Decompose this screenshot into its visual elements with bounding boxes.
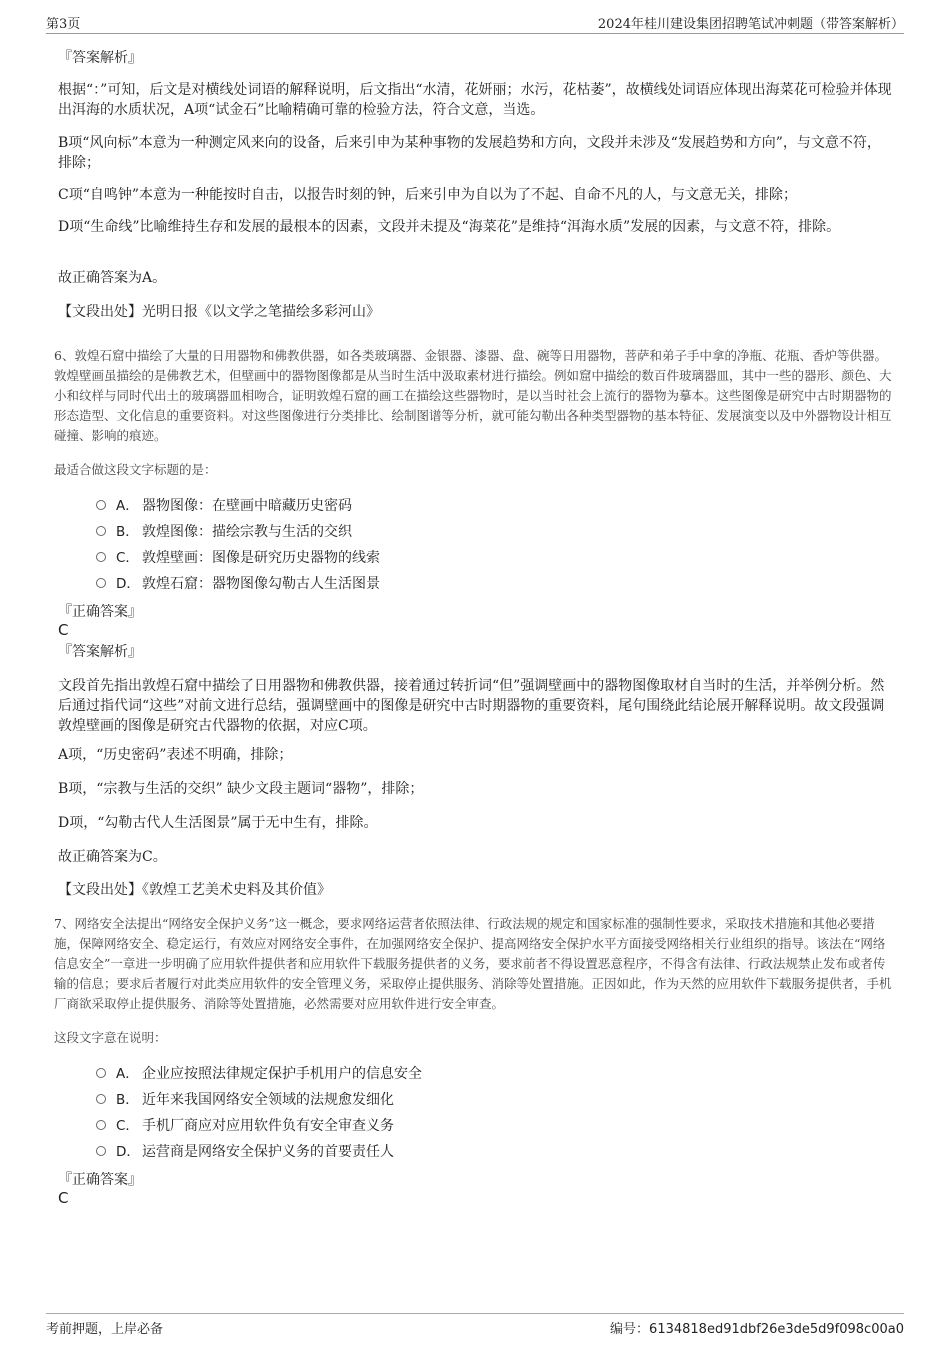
option-letter: A． [116,1066,139,1082]
q7-option-a[interactable] [96,1064,422,1084]
q6-option-d[interactable] [96,574,380,594]
radio-button[interactable] [96,1146,106,1156]
option-letter: B． [116,1092,139,1108]
footer-slogan: 考前押题，上岸必备 [46,1322,164,1337]
option-text: 企业应按照法律规定保护手机用户的信息安全 [142,1066,422,1082]
option-text: 器物图像：在壁画中暗藏历史密码 [142,498,352,514]
radio-button[interactable] [96,552,106,562]
q7-answer-label: 『正确答案』 [58,1172,142,1188]
q7-option-b[interactable] [96,1090,394,1110]
radio-button[interactable] [96,578,106,588]
q6-option-c[interactable] [96,548,380,568]
q7-option-d[interactable] [96,1142,394,1162]
radio-button[interactable] [96,500,106,510]
document-code-value: 6134818ed91dbf26e3de5d9f098c00a0 [649,1322,904,1337]
option-letter: C． [116,1118,139,1134]
document-title: 2024年桂川建设集团招聘笔试冲刺题（带答案解析） [597,17,904,32]
option-text: 敦煌图像：描绘宗教与生活的交织 [142,524,352,540]
option-letter: C． [116,550,139,566]
option-text: 敦煌壁画：图像是研究历史器物的线索 [142,550,380,566]
page-number: 第3页 [46,17,81,32]
q5-analysis-label: 『答案解析』 [58,50,142,66]
option-letter: D． [116,576,140,592]
q6-answer: C [58,621,69,639]
q6-analysis-label: 『答案解析』 [58,644,142,660]
q6-analysis-para: D项，“勾勒古代人生活图景”属于无中生有，排除。 [58,815,378,831]
q6-analysis-para: 文段首先指出敦煌石窟中描绘了日用器物和佛教供器，接着通过转折词“但”强调壁画中的器物图像取材自当时的生活，并举例分析。然后通过指代词“这些”对前文进行总结，强调壁画中的图像是研究中古时期器物的重要资料，尾句围绕此结论展开解释说明。故文段强调敦煌壁画的图像是研究古代器物的依据，对应C项。 [58,678,885,734]
q6-analysis-para: A项，“历史密码”表述不明确，排除； [58,747,293,763]
q5-analysis-para: C项“自鸣钟”本意为一种能按时自击，以报告时刻的钟，后来引申为自以为了不起、自命不凡的人，与文意无关，排除； [58,187,798,203]
q5-analysis-para: B项“风向标”本意为一种测定风来向的设备，后来引申为某种事物的发展趋势和方向，文段并未涉及“发展趋势和方向”，与文意不符，排除； [58,135,881,171]
page-header [46,13,904,34]
q7-question: 这段文字意在说明： [54,1030,167,1045]
option-text: 运营商是网络安全保护义务的首要责任人 [142,1144,394,1160]
option-letter: B． [116,524,139,540]
q5-source: 【文段出处】光明日报《以文学之笔描绘多彩河山》 [58,304,380,320]
q6-source: 【文段出处】《敦煌工艺美术史料及其价值》 [58,882,331,898]
radio-button[interactable] [96,526,106,536]
radio-button[interactable] [96,1120,106,1130]
radio-button[interactable] [96,1094,106,1104]
page-footer [46,1313,904,1337]
document-code [610,1318,904,1337]
q6-stem: 6、敦煌石窟中描绘了大量的日用器物和佛教供器，如各类玻璃器、金银器、漆器、盘、碗等日用器物，菩萨和弟子手中拿的净瓶、花瓶、香炉等供器。敦煌壁画虽描绘的是佛教艺术，但壁画中的器物图像都是从当时生活中汲取素材进行描绘。例如窟中描绘的数百件玻璃器皿，其中一些的器形、颜色、大小和纹样与同时代出土的玻璃器皿相吻合，证明敦煌石窟的画工在描绘这些器物时，是以当时社会上流行的器物为摹本。这些图像是研究中古时期器物的形态造型、文化信息的重要资料。对这些图像进行分类排比、绘制图谱等分析，就可能勾勒出各种类型器物的基本特征、发展演变以及中外器物设计相互碰撞、影响的痕迹。 [54,348,892,443]
q7-answer: C [58,1189,69,1207]
q6-analysis-para: B项，“宗教与生活的交织” 缺少文段主题词“器物”，排除； [58,781,424,797]
option-letter: D． [116,1144,140,1160]
q6-option-b[interactable] [96,522,352,542]
radio-button[interactable] [96,1068,106,1078]
q7-stem: 7、网络安全法提出“网络安全保护义务”这一概念，要求网络运营者依照法律、行政法规的规定和国家标准的强制性要求，采取技术措施和其他必要措施，保障网络安全、稳定运行，有效应对网络安全事件，在加强网络安全保护、提高网络安全保护水平方面接受网络相关行业组织的指导。该法在“网络信息安全”一章进一步明确了应用软件提供者和应用软件下载服务提供者的义务，要求前者不得设置恶意程序，不得含有法律、行政法规禁止发布或者传输的信息；要求后者履行对此类应用软件的安全管理义务，采取停止提供服务、消除等处置措施。正因如此，作为天然的应用软件下载服务提供者，手机厂商欲采取停止提供服务、消除等处置措施，必然需要对应用软件进行安全审查。 [54,916,892,1011]
q5-analysis-para: D项“生命线”比喻维持生存和发展的最根本的因素，文段并未提及“海菜花”是维持“洱海水质”发展的因素，与文意不符，排除。 [58,219,841,235]
document-code-label: 编号： [610,1322,650,1337]
option-letter: A． [116,498,139,514]
q5-conclusion: 故正确答案为A。 [58,270,167,286]
q5-analysis-para: 根据“：”可知，后文是对横线处词语的解释说明，后文指出“水清，花妍丽；水污，花枯萎”，故横线处词语应体现出海菜花可检验并体现出洱海的水质状况，A项“试金石”比喻精确可靠的检验方法，符合文意，当选。 [58,82,892,118]
q6-conclusion: 故正确答案为C。 [58,849,167,865]
q6-question: 最适合做这段文字标题的是： [54,462,217,477]
q7-option-c[interactable] [96,1116,394,1136]
option-text: 手机厂商应对应用软件负有安全审查义务 [142,1118,394,1134]
option-text: 敦煌石窟：器物图像勾勒古人生活图景 [142,576,380,592]
q6-option-a[interactable] [96,496,352,516]
option-text: 近年来我国网络安全领域的法规愈发细化 [142,1092,394,1108]
q6-answer-label: 『正确答案』 [58,604,142,620]
